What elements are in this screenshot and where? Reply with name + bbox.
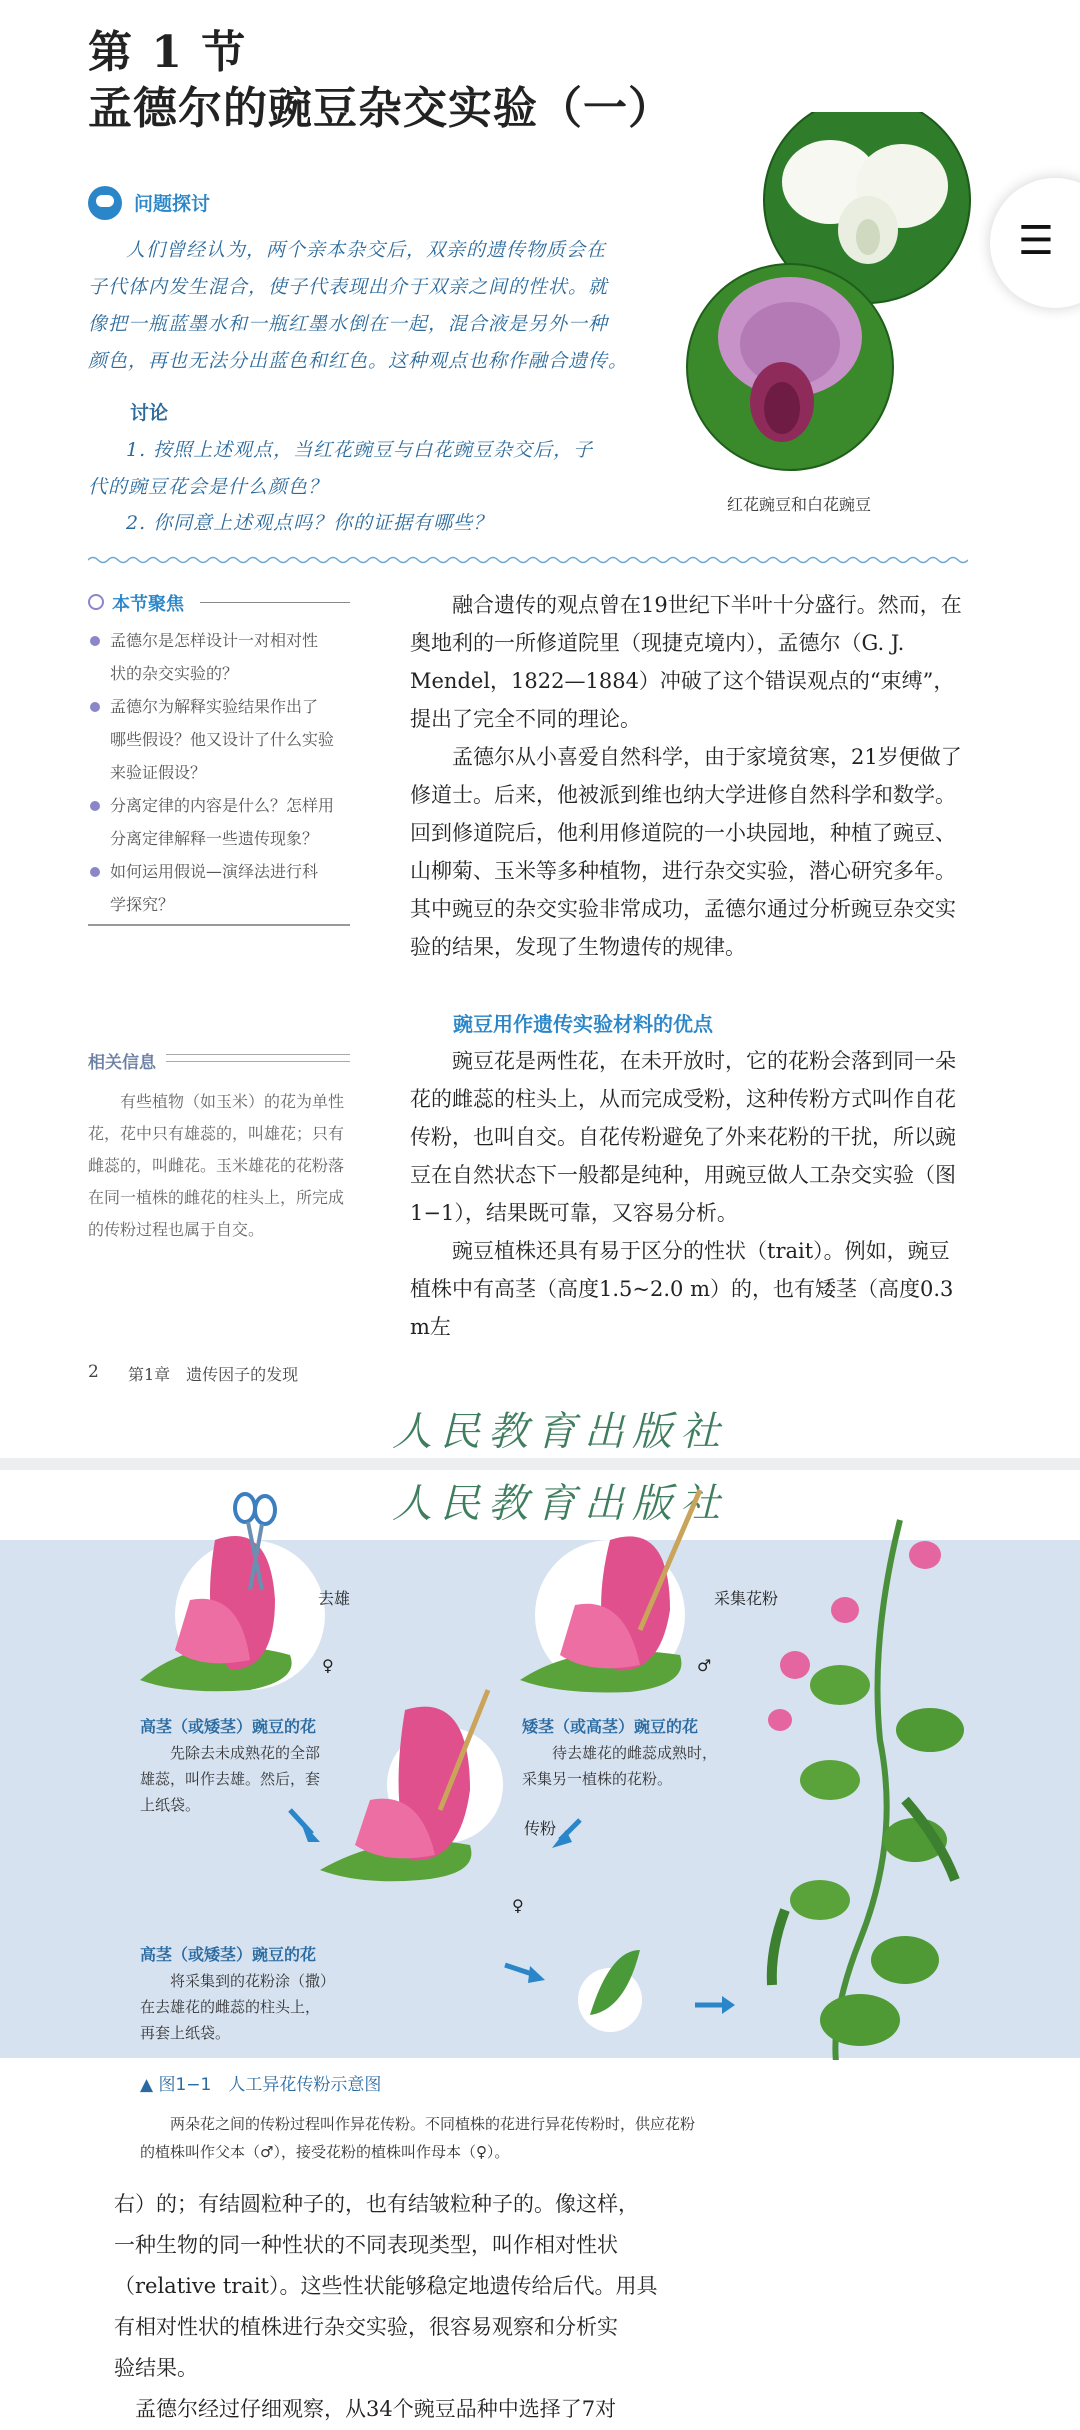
problem-label: 问题探讨	[134, 193, 211, 215]
female-symbol: ♀	[512, 1896, 524, 1915]
question-line: 代的豌豆花会是什么颜色？	[88, 476, 329, 498]
discuss-label: 讨论	[130, 402, 169, 424]
problem-line: 人们曾经认为，两个亲本杂交后，双亲的遗传物质会在	[126, 239, 607, 261]
target-icon	[88, 594, 104, 610]
subsection-title: 豌豆用作遗传实验材料的优点	[453, 1012, 713, 1036]
focus-list	[88, 624, 358, 921]
body-paragraph: 孟德尔从小喜爱自然科学，由于家境贫寒，21岁便做了修道士。后来，他被派到维也纳大学进修自然科学和数学。回到修道院后，他利用修道院的一小块园地，种植了豌豆、山柳菊、玉米等多种植物，进行杂交实验，潜心研究多年。其中豌豆的杂交实验非常成功，孟德尔通过分析豌豆杂交实验的结果，发现了生物遗传的规律。	[410, 745, 962, 959]
pea-plant	[768, 1520, 964, 2060]
focus-item: 分离定律的内容是什么？怎样用 分离定律解释一些遗传现象？	[88, 789, 358, 855]
label-castrate: 去雄	[318, 1589, 351, 1608]
problem-line: 子代体内发生混合，使子代表现出介于双亲之间的性状。就	[88, 276, 609, 298]
male-symbol: ♂	[697, 1656, 712, 1675]
info-title-rule	[166, 1054, 350, 1062]
page-number: 2	[88, 1362, 99, 1382]
pollen-donor-flower	[520, 1490, 700, 1693]
focus-title: 本节聚焦	[112, 594, 184, 615]
label-collect-pollen: 采集花粉	[714, 1589, 779, 1608]
body-paragraph: 豌豆植株还具有易于区分的性状（trait）。例如，豌豆植株中有高茎（高度1.5~2.0 m）的，也有矮茎（高度0.3 m左	[410, 1239, 954, 1339]
flower-photos	[680, 112, 980, 492]
pea-pod	[578, 1950, 642, 2032]
focus-bottom-rule	[88, 924, 350, 926]
section-title: 孟德尔的豌豆杂交实验（一）	[88, 83, 673, 134]
body-paragraph: 融合遗传的观点曾在19世纪下半叶十分盛行。然而，在奥地利的一所修道院里（现捷克境内），孟德尔（G. J. Mendel，1822—1884）冲破了这个错误观点的“束缚”，提出了完全不同的理论。	[410, 593, 962, 731]
pollinated-flower	[320, 1690, 503, 1881]
figure-caption: ▲ 图1−1 人工异花传粉示意图	[140, 2075, 382, 2095]
info-text: 有些植物（如玉米）的花为单性花，花中只有雄蕊的，叫雄花；只有雌蕊的，叫雌花。玉米雄花的花粉落在同一植株的雌花的柱头上，所完成的传粉过程也属于自交。	[88, 1092, 345, 1239]
body-paragraph: 豌豆花是两性花，在未开放时，它的花粉会落到同一朵花的雌蕊的柱头上，从而完成受粉，这种传粉方式叫作自花传粉，也叫自交。自花传粉避免了外来花粉的干扰，所以豌豆在自然状态下一般都是纯种，用豌豆做人工杂交实验（图1−1），结果既可靠，又容易分析。	[410, 1049, 956, 1225]
bottom-flower-heading: 高茎（或矮茎）豌豆的花	[140, 1945, 317, 1964]
watermark: 人民教育出版社	[392, 1481, 728, 1527]
right-flower-description: 待去雄花的雌蕊成熟时， 采集另一植株的花粉。	[522, 1744, 718, 1788]
watermark: 人民教育出版社	[392, 1409, 728, 1455]
problem-paragraph	[88, 232, 648, 380]
bottom-flower-description: 将采集到的花粉涂（撒） 在去雄花的雌蕊的柱头上， 再套上纸袋。	[140, 1972, 336, 2042]
female-symbol: ♀	[322, 1656, 334, 1675]
chapter-name: 第1章 遗传因子的发现	[128, 1365, 299, 1384]
page-break	[0, 1458, 1080, 1470]
focus-item: 孟德尔为解释实验结果作出了 哪些假设？他又设计了什么实验 来验证假设？	[88, 690, 358, 789]
label-pollinate: 传粉	[524, 1819, 557, 1838]
problem-line: 颜色，再也无法分出蓝色和红色。这种观点也称作融合遗传。	[88, 350, 629, 372]
wavy-divider	[88, 555, 968, 565]
figure-note: 两朵花之间的传粉过程叫作异花传粉。不同植株的花进行异花传粉时，供应花粉的植株叫作父本（♂），接受花粉的植株叫作母本（♀）。	[140, 2115, 696, 2161]
main-body-text	[410, 586, 970, 966]
subsection-body	[410, 1042, 970, 1346]
info-title: 相关信息	[88, 1053, 156, 1073]
section-number: 第 1 节	[88, 27, 248, 78]
focus-item: 孟德尔是怎样设计一对相对性 状的杂交实验的？	[88, 624, 358, 690]
discuss-question-2: 2. 你同意上述观点吗？你的证据有哪些？	[126, 512, 494, 534]
flower-photo-caption: 红花豌豆和白花豌豆	[727, 495, 872, 514]
focus-title-rule	[200, 602, 350, 603]
right-flower-heading: 矮茎（或高茎）豌豆的花	[522, 1717, 699, 1736]
problem-line: 像把一瓶蓝墨水和一瓶红墨水倒在一起，混合液是另外一种	[88, 313, 609, 335]
left-flower-description: 先除去未成熟花的全部 雄蕊，叫作去雄。然后，套 上纸袋。	[140, 1744, 321, 1814]
red-flower-photo	[687, 264, 893, 470]
focus-item: 如何运用假说—演绎法进行科 学探究？	[88, 855, 358, 921]
question-line: 1. 按照上述观点，当红花豌豆与白花豌豆杂交后，子	[126, 439, 594, 461]
bottom-body-text: 右）的；有结圆粒种子的，也有结皱粒种子的。像这样， 一种生物的同一种性状的不同表现类型，叫作相对性状 （relative trait）。这些性状能够稳定地遗传给后代。用具 有相对性状的植株进行杂交实验，很容易观察和分析实 验结果。 孟德尔经过仔细观察，从34个豌豆品种中选择了7对	[114, 2192, 658, 2421]
left-flower-heading: 高茎（或矮茎）豌豆的花	[140, 1717, 317, 1736]
menu-icon: ☰	[1018, 218, 1054, 264]
menu-button[interactable]	[990, 178, 1080, 308]
discuss-question-1	[88, 432, 648, 506]
castrated-flower	[140, 1536, 325, 1691]
chat-bubble-icon	[88, 186, 122, 220]
